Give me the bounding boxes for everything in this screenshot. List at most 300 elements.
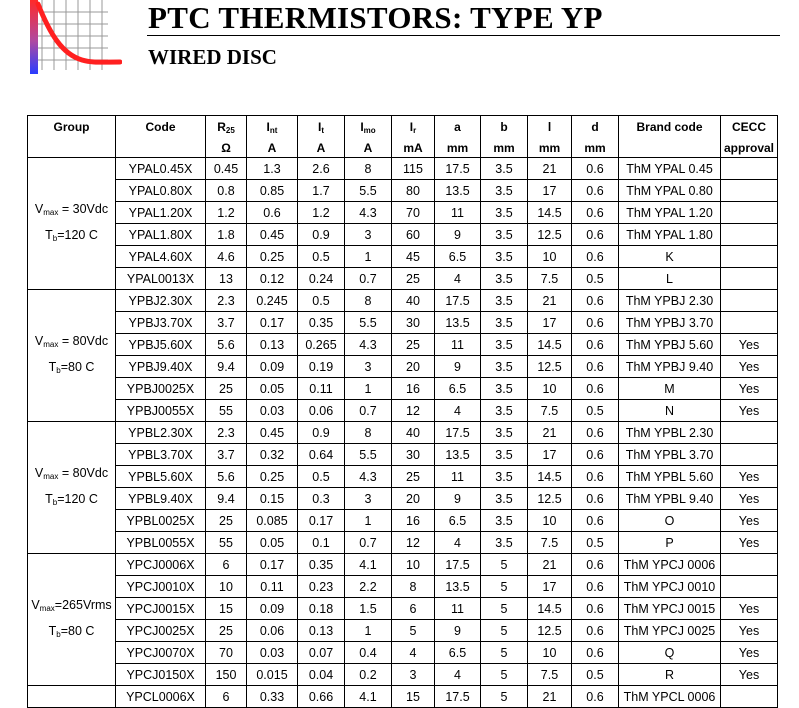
table-row xyxy=(28,290,778,312)
cell-r25: 70 xyxy=(206,642,247,664)
cell-code: YPAL0.45X xyxy=(116,158,206,180)
cell-b: 5 xyxy=(481,642,528,664)
cell-code: YPBL0025X xyxy=(116,510,206,532)
header-cecc-approval: approval xyxy=(721,138,778,158)
cell-b: 3.5 xyxy=(481,224,528,246)
cell-l: 17 xyxy=(528,312,572,334)
cell-imo: 1 xyxy=(345,620,392,642)
cell-r25: 2.3 xyxy=(206,290,247,312)
cell-cecc: Yes xyxy=(721,510,778,532)
cell-it: 0.19 xyxy=(298,356,345,378)
page-title: PTC THERMISTORS: TYPE YP xyxy=(148,0,603,35)
cell-code: YPAL0.80X xyxy=(116,180,206,202)
cell-code: YPCJ0006X xyxy=(116,554,206,576)
cell-brand: ThM YPBL 9.40 xyxy=(619,488,721,510)
cell-ir: 115 xyxy=(392,158,435,180)
cell-d: 0.5 xyxy=(572,268,619,290)
cell-cecc xyxy=(721,268,778,290)
table-row xyxy=(28,598,778,620)
cell-it: 0.5 xyxy=(298,290,345,312)
cell-ir: 25 xyxy=(392,466,435,488)
cell-int: 0.05 xyxy=(247,378,298,400)
cell-b: 3.5 xyxy=(481,312,528,334)
cell-imo: 4.1 xyxy=(345,554,392,576)
header-d: d xyxy=(572,116,619,139)
cell-a: 11 xyxy=(435,598,481,620)
cell-ir: 3 xyxy=(392,664,435,686)
cell-cecc xyxy=(721,444,778,466)
table-row xyxy=(28,510,778,532)
header-ir: $I_r$ xyxy=(392,116,435,139)
cell-a: 9 xyxy=(435,620,481,642)
cell-imo: 4.3 xyxy=(345,334,392,356)
cell-b: 3.5 xyxy=(481,422,528,444)
table-row xyxy=(28,356,778,378)
header-code-unit xyxy=(116,138,206,158)
cell-brand: R xyxy=(619,664,721,686)
cell-d: 0.6 xyxy=(572,488,619,510)
table-header xyxy=(28,116,778,158)
cell-imo: 5.5 xyxy=(345,180,392,202)
cell-b: 3.5 xyxy=(481,334,528,356)
group-cell xyxy=(28,554,116,686)
cell-l: 12.5 xyxy=(528,356,572,378)
cell-imo: 4.3 xyxy=(345,202,392,224)
cell-int: 0.12 xyxy=(247,268,298,290)
cell-ir: 40 xyxy=(392,422,435,444)
cell-d: 0.6 xyxy=(572,334,619,356)
cell-l: 14.5 xyxy=(528,202,572,224)
cell-a: 17.5 xyxy=(435,554,481,576)
cell-int: 0.45 xyxy=(247,422,298,444)
cell-int: 0.09 xyxy=(247,356,298,378)
cell-int: 0.33 xyxy=(247,686,298,708)
table-row xyxy=(28,334,778,356)
cell-l: 21 xyxy=(528,554,572,576)
cell-b: 3.5 xyxy=(481,356,528,378)
cell-l: 17 xyxy=(528,576,572,598)
cell-d: 0.6 xyxy=(572,642,619,664)
cell-imo: 8 xyxy=(345,422,392,444)
cell-d: 0.6 xyxy=(572,686,619,708)
cell-ir: 30 xyxy=(392,444,435,466)
cell-d: 0.6 xyxy=(572,202,619,224)
cell-d: 0.6 xyxy=(572,180,619,202)
cell-cecc: Yes xyxy=(721,334,778,356)
cell-cecc: Yes xyxy=(721,400,778,422)
cell-l: 7.5 xyxy=(528,664,572,686)
cell-a: 6.5 xyxy=(435,642,481,664)
cell-int: 0.03 xyxy=(247,400,298,422)
group-tb: $T_b=80$ C xyxy=(48,623,95,639)
cell-it: 0.13 xyxy=(298,620,345,642)
cell-brand: ThM YPCJ 0025 xyxy=(619,620,721,642)
cell-cecc xyxy=(721,554,778,576)
group-vmax: $V_{max} = 30Vdc$ xyxy=(34,201,109,217)
table-row xyxy=(28,686,778,708)
cell-it: 0.23 xyxy=(298,576,345,598)
cell-brand: ThM YPBJ 3.70 xyxy=(619,312,721,334)
cell-brand: ThM YPAL 1.20 xyxy=(619,202,721,224)
cell-d: 0.5 xyxy=(572,400,619,422)
cell-r25: 6 xyxy=(206,686,247,708)
cell-brand: M xyxy=(619,378,721,400)
cell-r25: 3.7 xyxy=(206,312,247,334)
cell-int: 0.25 xyxy=(247,246,298,268)
cell-int: 0.03 xyxy=(247,642,298,664)
cell-code: YPAL4.60X xyxy=(116,246,206,268)
cell-brand: L xyxy=(619,268,721,290)
cell-it: 0.1 xyxy=(298,532,345,554)
cell-int: 0.17 xyxy=(247,554,298,576)
cell-d: 0.6 xyxy=(572,444,619,466)
table-row xyxy=(28,378,778,400)
cell-brand: ThM YPAL 1.80 xyxy=(619,224,721,246)
cell-cecc xyxy=(721,422,778,444)
cell-r25: 25 xyxy=(206,378,247,400)
table-row xyxy=(28,312,778,334)
cell-d: 0.6 xyxy=(572,158,619,180)
cell-r25: 1.8 xyxy=(206,224,247,246)
table-row xyxy=(28,620,778,642)
cell-a: 17.5 xyxy=(435,422,481,444)
cell-b: 3.5 xyxy=(481,202,528,224)
cell-d: 0.6 xyxy=(572,356,619,378)
cell-brand: ThM YPBJ 5.60 xyxy=(619,334,721,356)
cell-d: 0.6 xyxy=(572,510,619,532)
cell-l: 21 xyxy=(528,290,572,312)
cell-a: 9 xyxy=(435,356,481,378)
cell-imo: 3 xyxy=(345,488,392,510)
header-imo: $I_{mo}$ xyxy=(345,116,392,139)
cell-r25: 4.6 xyxy=(206,246,247,268)
cell-brand: ThM YPCJ 0015 xyxy=(619,598,721,620)
cell-imo: 0.4 xyxy=(345,642,392,664)
cell-ir: 30 xyxy=(392,312,435,334)
cell-brand: ThM YPCL 0006 xyxy=(619,686,721,708)
cell-cecc: Yes xyxy=(721,356,778,378)
cell-ir: 20 xyxy=(392,488,435,510)
cell-imo: 4.1 xyxy=(345,686,392,708)
cell-d: 0.6 xyxy=(572,224,619,246)
cell-brand: ThM YPBL 5.60 xyxy=(619,466,721,488)
table-row xyxy=(28,202,778,224)
cell-r25: 1.2 xyxy=(206,202,247,224)
cell-cecc: Yes xyxy=(721,466,778,488)
cell-imo: 1 xyxy=(345,510,392,532)
cell-r25: 55 xyxy=(206,400,247,422)
cell-it: 0.11 xyxy=(298,378,345,400)
cell-ir: 6 xyxy=(392,598,435,620)
cell-l: 21 xyxy=(528,422,572,444)
cell-ir: 80 xyxy=(392,180,435,202)
cell-a: 9 xyxy=(435,224,481,246)
cell-a: 9 xyxy=(435,488,481,510)
cell-cecc xyxy=(721,576,778,598)
unit-r25: Ω xyxy=(206,138,247,158)
cell-d: 0.5 xyxy=(572,664,619,686)
cell-b: 3.5 xyxy=(481,532,528,554)
cell-code: YPBL3.70X xyxy=(116,444,206,466)
table-row xyxy=(28,268,778,290)
group-cell xyxy=(28,422,116,554)
group-vmax: $V_{max}=265Vrms$ xyxy=(31,597,112,613)
cell-d: 0.6 xyxy=(572,246,619,268)
table-row xyxy=(28,422,778,444)
cell-int: 0.25 xyxy=(247,466,298,488)
unit-l: mm xyxy=(528,138,572,158)
cell-r25: 55 xyxy=(206,532,247,554)
cell-code: YPBL9.40X xyxy=(116,488,206,510)
cell-l: 12.5 xyxy=(528,224,572,246)
cell-it: 0.5 xyxy=(298,466,345,488)
group-tb: $T_b=80$ C xyxy=(48,359,95,375)
cell-a: 6.5 xyxy=(435,246,481,268)
cell-ir: 60 xyxy=(392,224,435,246)
cell-imo: 3 xyxy=(345,356,392,378)
cell-l: 17 xyxy=(528,180,572,202)
cell-it: 0.3 xyxy=(298,488,345,510)
cell-b: 3.5 xyxy=(481,444,528,466)
cell-int: 0.17 xyxy=(247,312,298,334)
unit-imo: A xyxy=(345,138,392,158)
cell-brand: ThM YPCJ 0006 xyxy=(619,554,721,576)
group-vmax: $V_{max} = 80Vdc$ xyxy=(34,333,109,349)
cell-imo: 4.3 xyxy=(345,466,392,488)
cell-b: 3.5 xyxy=(481,268,528,290)
cell-cecc xyxy=(721,686,778,708)
cell-l: 7.5 xyxy=(528,268,572,290)
cell-imo: 0.7 xyxy=(345,400,392,422)
cell-r25: 9.4 xyxy=(206,488,247,510)
cell-it: 0.04 xyxy=(298,664,345,686)
cell-it: 0.17 xyxy=(298,510,345,532)
cell-b: 3.5 xyxy=(481,488,528,510)
cell-it: 2.6 xyxy=(298,158,345,180)
cell-code: YPCJ0010X xyxy=(116,576,206,598)
unit-a: mm xyxy=(435,138,481,158)
cell-r25: 0.45 xyxy=(206,158,247,180)
table-row xyxy=(28,158,778,180)
table-row xyxy=(28,466,778,488)
cell-brand: N xyxy=(619,400,721,422)
cell-a: 13.5 xyxy=(435,576,481,598)
unit-b: mm xyxy=(481,138,528,158)
cell-l: 14.5 xyxy=(528,466,572,488)
cell-imo: 0.2 xyxy=(345,664,392,686)
cell-a: 6.5 xyxy=(435,510,481,532)
cell-ir: 4 xyxy=(392,642,435,664)
cell-a: 11 xyxy=(435,466,481,488)
cell-cecc: Yes xyxy=(721,620,778,642)
cell-b: 3.5 xyxy=(481,158,528,180)
cell-d: 0.6 xyxy=(572,554,619,576)
cell-ir: 45 xyxy=(392,246,435,268)
cell-brand: ThM YPBL 2.30 xyxy=(619,422,721,444)
cell-a: 13.5 xyxy=(435,312,481,334)
table-row xyxy=(28,488,778,510)
cell-it: 0.18 xyxy=(298,598,345,620)
cell-l: 12.5 xyxy=(528,488,572,510)
cell-imo: 3 xyxy=(345,224,392,246)
cell-r25: 3.7 xyxy=(206,444,247,466)
cell-b: 3.5 xyxy=(481,510,528,532)
cell-brand: ThM YPCJ 0010 xyxy=(619,576,721,598)
cell-ir: 10 xyxy=(392,554,435,576)
cell-cecc: Yes xyxy=(721,664,778,686)
table-row xyxy=(28,576,778,598)
cell-imo: 0.7 xyxy=(345,532,392,554)
cell-code: YPCJ0025X xyxy=(116,620,206,642)
cell-it: 0.66 xyxy=(298,686,345,708)
cell-brand: ThM YPBL 3.70 xyxy=(619,444,721,466)
cell-int: 0.32 xyxy=(247,444,298,466)
cell-code: YPBL5.60X xyxy=(116,466,206,488)
header-r25: $R_{25}$ xyxy=(206,116,247,139)
cell-it: 0.24 xyxy=(298,268,345,290)
cell-int: 0.06 xyxy=(247,620,298,642)
cell-brand: P xyxy=(619,532,721,554)
cell-code: YPBJ0055X xyxy=(116,400,206,422)
cell-it: 0.5 xyxy=(298,246,345,268)
cell-a: 4 xyxy=(435,400,481,422)
cell-imo: 2.2 xyxy=(345,576,392,598)
cell-imo: 8 xyxy=(345,290,392,312)
cell-a: 11 xyxy=(435,334,481,356)
spec-table xyxy=(27,115,778,708)
cell-int: 0.015 xyxy=(247,664,298,686)
cell-it: 0.35 xyxy=(298,554,345,576)
cell-brand: ThM YPBJ 2.30 xyxy=(619,290,721,312)
cell-r25: 2.3 xyxy=(206,422,247,444)
cell-b: 3.5 xyxy=(481,246,528,268)
cell-ir: 25 xyxy=(392,268,435,290)
cell-ir: 25 xyxy=(392,334,435,356)
cell-cecc: Yes xyxy=(721,378,778,400)
cell-l: 10 xyxy=(528,510,572,532)
cell-ir: 20 xyxy=(392,356,435,378)
cell-code: YPBJ5.60X xyxy=(116,334,206,356)
cell-it: 0.64 xyxy=(298,444,345,466)
cell-code: YPBJ3.70X xyxy=(116,312,206,334)
cell-b: 3.5 xyxy=(481,378,528,400)
cell-l: 14.5 xyxy=(528,334,572,356)
unit-ir: mA xyxy=(392,138,435,158)
cell-int: 0.09 xyxy=(247,598,298,620)
cell-ir: 12 xyxy=(392,532,435,554)
cell-int: 0.11 xyxy=(247,576,298,598)
table-row xyxy=(28,664,778,686)
cell-d: 0.6 xyxy=(572,312,619,334)
cell-code: YPCJ0015X xyxy=(116,598,206,620)
cell-cecc: Yes xyxy=(721,598,778,620)
cell-cecc xyxy=(721,158,778,180)
cell-a: 6.5 xyxy=(435,378,481,400)
cell-it: 1.2 xyxy=(298,202,345,224)
cell-int: 1.3 xyxy=(247,158,298,180)
cell-b: 5 xyxy=(481,576,528,598)
cell-cecc: Yes xyxy=(721,532,778,554)
cell-int: 0.6 xyxy=(247,202,298,224)
cell-int: 0.085 xyxy=(247,510,298,532)
cell-d: 0.6 xyxy=(572,620,619,642)
cell-d: 0.6 xyxy=(572,466,619,488)
cell-r25: 6 xyxy=(206,554,247,576)
unit-d: mm xyxy=(572,138,619,158)
group-tb: $T_b=120$ C xyxy=(45,227,98,243)
cell-l: 21 xyxy=(528,158,572,180)
table-row xyxy=(28,554,778,576)
cell-int: 0.245 xyxy=(247,290,298,312)
cell-it: 0.9 xyxy=(298,224,345,246)
cell-code: YPCL0006X xyxy=(116,686,206,708)
company-logo xyxy=(30,0,122,76)
cell-b: 3.5 xyxy=(481,290,528,312)
cell-r25: 150 xyxy=(206,664,247,686)
cell-imo: 1 xyxy=(345,378,392,400)
cell-brand: O xyxy=(619,510,721,532)
header-l: l xyxy=(528,116,572,139)
cell-r25: 5.6 xyxy=(206,334,247,356)
cell-r25: 0.8 xyxy=(206,180,247,202)
cell-ir: 15 xyxy=(392,686,435,708)
cell-l: 14.5 xyxy=(528,598,572,620)
cell-r25: 5.6 xyxy=(206,466,247,488)
cell-ir: 16 xyxy=(392,378,435,400)
cell-l: 7.5 xyxy=(528,400,572,422)
header-code: Code xyxy=(116,116,206,139)
cell-r25: 25 xyxy=(206,620,247,642)
cell-imo: 5.5 xyxy=(345,444,392,466)
cell-b: 3.5 xyxy=(481,466,528,488)
header-brand-unit xyxy=(619,138,721,158)
cell-code: YPAL0013X xyxy=(116,268,206,290)
cell-a: 17.5 xyxy=(435,686,481,708)
cell-imo: 5.5 xyxy=(345,312,392,334)
cell-d: 0.6 xyxy=(572,290,619,312)
cell-code: YPBL2.30X xyxy=(116,422,206,444)
header-a: a xyxy=(435,116,481,139)
cell-code: YPBL0055X xyxy=(116,532,206,554)
cell-l: 21 xyxy=(528,686,572,708)
cell-ir: 70 xyxy=(392,202,435,224)
cell-cecc: Yes xyxy=(721,642,778,664)
cell-r25: 13 xyxy=(206,268,247,290)
header-it: $I_t$ xyxy=(298,116,345,139)
cell-l: 10 xyxy=(528,642,572,664)
cell-brand: ThM YPAL 0.45 xyxy=(619,158,721,180)
page-subtitle: WIRED DISC xyxy=(148,45,277,69)
cell-a: 17.5 xyxy=(435,158,481,180)
cell-code: YPBJ0025X xyxy=(116,378,206,400)
cell-imo: 1.5 xyxy=(345,598,392,620)
cell-r25: 25 xyxy=(206,510,247,532)
cell-code: YPBJ9.40X xyxy=(116,356,206,378)
cell-code: YPBJ2.30X xyxy=(116,290,206,312)
cell-int: 0.85 xyxy=(247,180,298,202)
cell-cecc xyxy=(721,312,778,334)
table-row xyxy=(28,224,778,246)
cell-cecc xyxy=(721,246,778,268)
cell-a: 11 xyxy=(435,202,481,224)
cell-r25: 9.4 xyxy=(206,356,247,378)
cell-cecc xyxy=(721,290,778,312)
cell-b: 3.5 xyxy=(481,400,528,422)
cell-a: 4 xyxy=(435,664,481,686)
cell-cecc: Yes xyxy=(721,488,778,510)
header-brand: Brand code xyxy=(619,116,721,139)
cell-code: YPAL1.80X xyxy=(116,224,206,246)
